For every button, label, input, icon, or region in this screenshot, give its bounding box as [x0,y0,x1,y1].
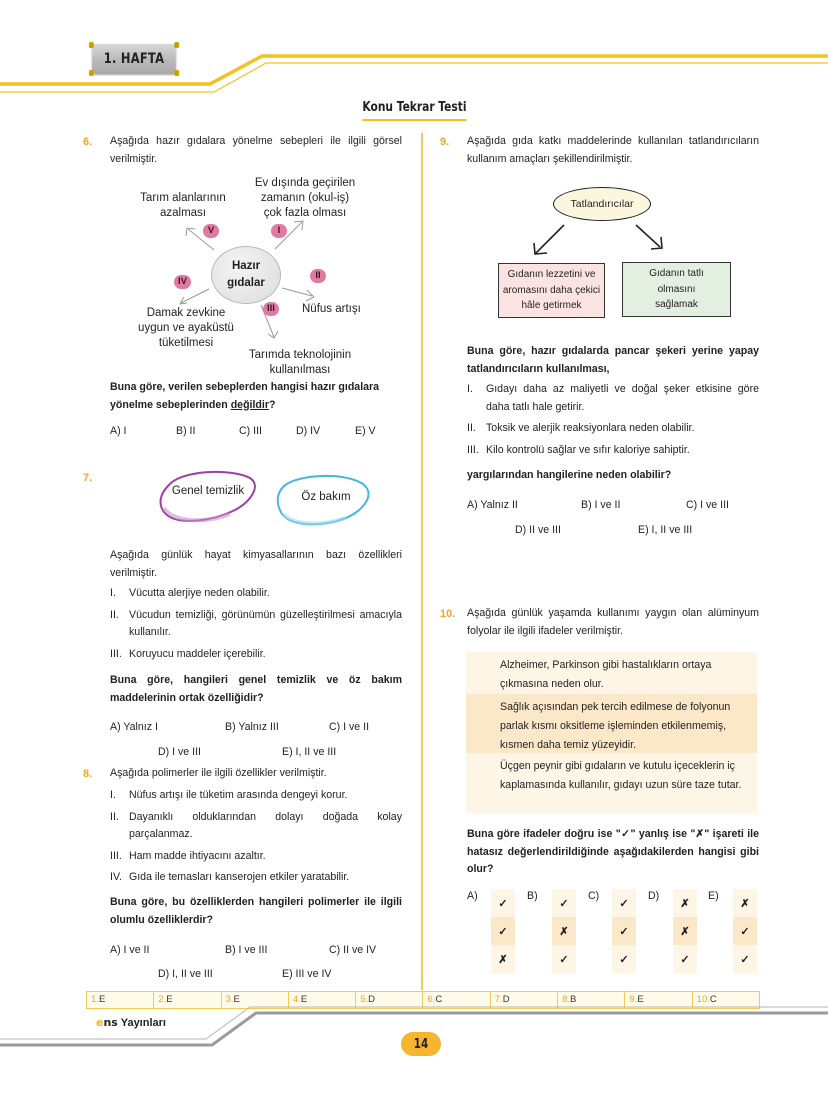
reason-iii: Tarımda teknolojinin kullanılması [248,349,352,376]
blob-general-cleaning: Genel temizlik [171,485,245,497]
option-c[interactable]: C) I ve II [329,721,370,733]
question-prompt: yargılarından hangilerine neden olabilir? [467,469,672,481]
answer-key-9: 9.E [625,992,692,1008]
purpose-box-sweetness: Gıdanın tatlı olmasını sağlamak [622,262,731,317]
answer-key-5: 5.D [356,992,423,1008]
option-c[interactable]: C) I ve III [686,499,729,511]
question-prompt: Buna göre, bu özelliklerden hangileri polimerler ile ilgili olumlu özelliklerdir? [110,896,402,926]
question-number: 6. [83,136,93,148]
option-b[interactable]: B) II [176,425,196,437]
option-a[interactable]: A) I [110,425,127,437]
answer-key-6: 6.C [423,992,490,1008]
answer-key-2: 2.E [154,992,221,1008]
statement-list: I. Vücutta alerjiye neden olabilir. II. Vücudun temizliği, görünümün güzelleştirilmesi amacıyla kullanılır. III. Koruyucu maddeler içerebilir. [110,587,402,660]
option-c-marks[interactable]: ✓ ✓ ✓ [612,889,636,973]
badge-i: I [271,224,287,238]
option-b[interactable]: B) I ve II [581,499,621,511]
question-number: 9. [440,136,450,148]
option-d-marks[interactable]: ✗ ✗ ✓ [673,889,697,973]
badge-iii: III [263,302,279,316]
question-stem: Aşağıda gıda katkı maddelerinde kullanılan tatlandırıcıların kullanım amaçları şekillendirilmiştir. [467,135,759,165]
badge-iv: IV [174,275,191,289]
question-stem: Aşağıda günlük yaşamda kullanımı yaygın olan alüminyum folyolar ile ilgili ifadeler verilmiştir. [467,607,759,637]
week-tab [92,44,176,74]
option-b[interactable]: B) I ve III [225,944,268,956]
option-a[interactable]: A) Yalnız I [110,721,158,733]
question-stem: Aşağıda günlük hayat kimyasallarının bazı özellikleri verilmiştir. [110,549,402,579]
blob-personal-care: Öz bakım [301,491,351,503]
center-node: Hazır gıdalar [211,246,281,304]
answer-key-4: 4.E [289,992,356,1008]
statement-list: I. Gıdayı daha az maliyetli ve doğal şeker etkisine göre daha tatlı hale getirir. II. Toksik ve alerjik reaksiyonlara neden olabilir. III. Kilo kontrolü sağlar ve sıfır kaloriye sahiptir. [467,383,759,456]
option-a[interactable]: A) I ve II [110,944,150,956]
question-stem: Aşağıda polimerler ile ilgili özellikler verilmiştir. [110,767,327,779]
question-stem: Aşağıda hazır gıdalara yönelme sebepleri ile ilgili görsel verilmiştir. [110,135,402,165]
option-e[interactable]: E) I, II ve III [638,524,693,536]
option-d[interactable]: D) IV [296,425,321,437]
question-number: 8. [83,768,93,780]
statement-row-1: Alzheimer, Parkinson gibi hastalıkların ortaya çıkmasına neden olur. [466,652,757,694]
option-d[interactable]: D) II ve III [515,524,561,536]
column-divider [421,133,423,990]
option-e[interactable]: E) V [355,425,376,437]
question-number: 10. [440,608,456,620]
statement-list: I. Nüfus artışı ile tüketim arasında dengeyi korur. II. Dayanıklı olduklarından dolayı doğada kolay parçalanmaz. III. Ham madde ihtiyacını azaltır. IV. Gıda ile temasları kanserojen etkiler yaratabilir. [110,789,402,883]
answer-key-3: 3.E [222,992,289,1008]
badge-ii: II [310,269,326,283]
publisher-logo: ens Yayınları [96,1016,166,1029]
answer-key-10: 10.C [696,994,717,1005]
option-a[interactable]: A) Yalnız II [467,499,518,511]
option-c[interactable]: C) II ve IV [329,944,377,956]
option-b-marks[interactable]: ✓ ✗ ✓ [552,889,576,973]
reason-i: Ev dışında geçirilen zamanın (okul-iş) çok fazla olması [254,177,356,219]
question-intro: Buna göre, hazır gıdalarda pancar şekeri yerine yapay tatlandırıcıların kullanılması, [467,345,759,375]
question-prompt: Buna göre ifadeler doğru ise "✓" yanlış ise "✗" işareti ile hatasız değerlendirildiğinde aşağıdakilerden hangisi gibi olur? [467,828,759,875]
option-e-marks[interactable]: ✗ ✓ ✓ [733,889,757,973]
option-a-marks[interactable]: ✓ ✓ ✗ [491,889,515,973]
option-b[interactable]: B) Yalnız III [225,721,279,733]
question-prompt: Buna göre, verilen sebeplerden hangisi hazır gıdalara yönelme sebeplerinden değildir? [110,381,380,411]
answer-key-8: 8.B [558,992,625,1008]
question-prompt: Buna göre, hangileri genel temizlik ve öz bakım maddelerinin ortak özelliğidir? [110,674,402,704]
option-e[interactable]: E) III ve IV [282,968,332,980]
root-node: Tatlandırıcılar [553,187,651,221]
reason-iv: Damak zevkine uygun ve ayaküstü tüketilmesi [138,307,234,349]
week-label: 1. HAFTA [103,51,165,67]
question-number: 7. [83,472,93,484]
answer-key-1: 1.E [87,992,154,1008]
badge-v: V [203,224,219,238]
purpose-box-flavor: Gıdanın lezzetini ve aromasını daha çekici hâle getirmek [498,263,605,318]
option-d[interactable]: D) I ve III [158,746,201,758]
statement-row-3: Üçgen peynir gibi gıdaların ve kutulu içeceklerin iç kaplamasında kullanılır, gıdayı uzun süre taze tutar. [466,753,757,813]
option-e[interactable]: E) I, II ve III [282,746,337,758]
reason-ii: Nüfus artışı [302,303,361,315]
option-c[interactable]: C) III [239,425,262,437]
statement-row-2: Sağlık açısından pek tercih edilmese de folyonun parlak kısmı oksitleme işleminden etkilenmemiş, kısmen daha temiz yüzeyidir. [466,694,757,753]
reason-v: Tarım alanlarının azalması [140,192,226,219]
option-d[interactable]: D) I, II ve III [158,968,213,980]
test-title: Konu Tekrar Testi [0,100,828,121]
page-number: 14 [401,1032,441,1056]
answer-key-7: 7.D [491,992,558,1008]
diagram-arrows [520,215,680,260]
